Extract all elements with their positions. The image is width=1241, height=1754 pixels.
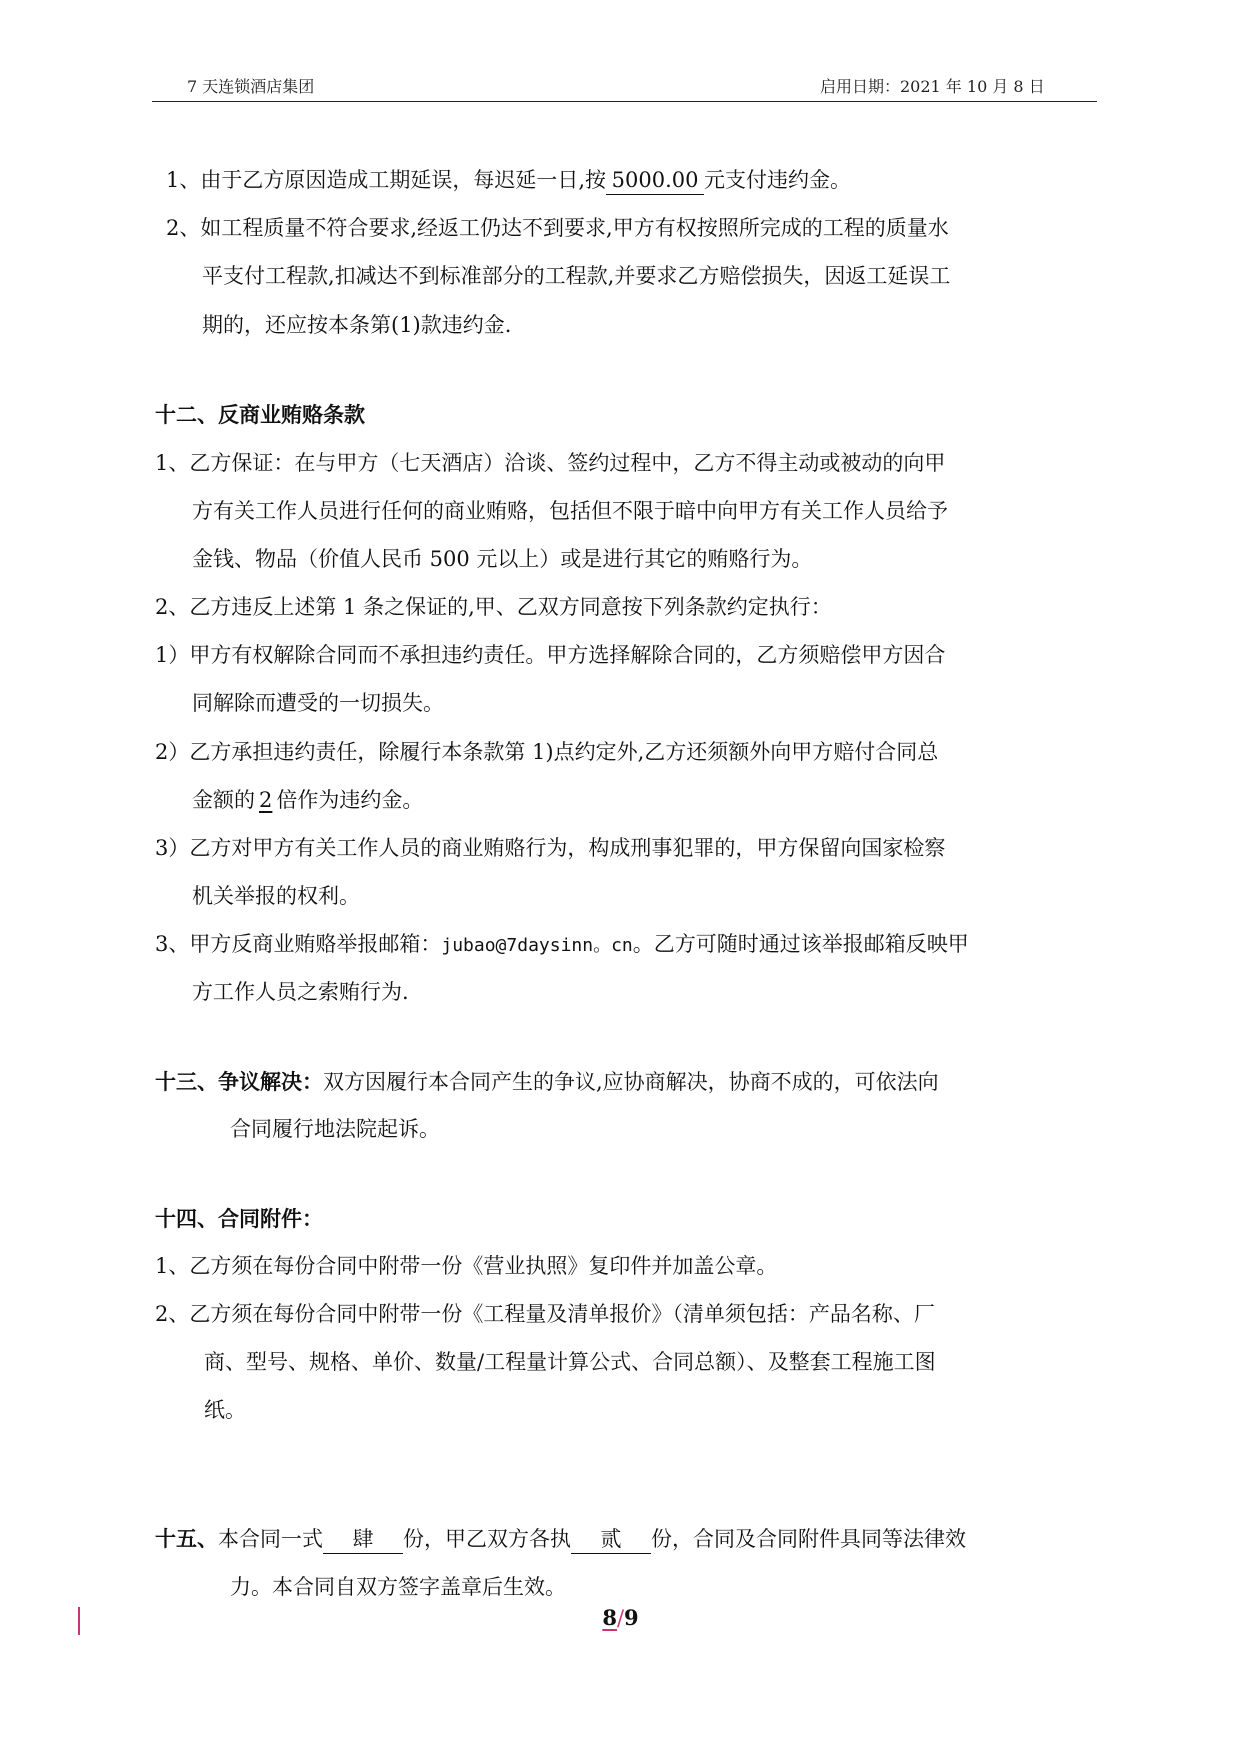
- clause-12-p2: 2、乙方违反上述第 1 条之保证的,甲、乙双方同意按下列条款约定执行：: [155, 595, 832, 619]
- page-current: 8: [602, 1605, 617, 1630]
- clause-11-item-2-line-1: 2、如工程质量不符合要求,经返工仍达不到要求,甲方有权按照所完成的工程的质量水: [166, 216, 949, 240]
- clause-12-p3-text: 3、甲方反商业贿赂举报邮箱：: [155, 932, 442, 956]
- clause-12-p2-3-line-1: 3）乙方对甲方有关工作人员的商业贿赂行为，构成刑事犯罪的，甲方保留向国家检察: [155, 836, 946, 860]
- clause-12-p3-line-2: 方工作人员之索贿行为.: [192, 980, 409, 1004]
- clause-12-p2-2-tail: 倍作为违约金。: [276, 788, 424, 812]
- clause-11-item-2-line-3: 期的，还应按本条第(1)款违约金.: [202, 313, 512, 337]
- penalty-amount: 5000.00: [606, 166, 704, 195]
- clause-14-p2-line-3: 纸。: [204, 1398, 246, 1422]
- section-12-title: [155, 394, 365, 436]
- section-14-title: [155, 1198, 323, 1240]
- clause-12-p3-line-1: [155, 924, 969, 966]
- clause-11-item-2-line-2: 平支付工程款,扣减达不到标准部分的工程款,并要求乙方赔偿损失，因返工延误工: [202, 264, 951, 288]
- page-separator: /: [616, 1606, 625, 1630]
- section-14-title-text: 十四、合同附件：: [155, 1206, 323, 1231]
- header-effective-date: 启用日期：2021 年 10 月 8 日: [820, 77, 1045, 96]
- section-13-text: 双方因履行本合同产生的争议,应协商解决，协商不成的，可依法向: [323, 1070, 939, 1094]
- clause-11-item-1: [166, 160, 851, 201]
- section-15-text-c: 份，合同及合同附件具同等法律效: [651, 1527, 966, 1551]
- clause-12-p1-line-1: 1、乙方保证：在与甲方（七天酒店）洽谈、签约过程中，乙方不得主动或被动的向甲: [155, 451, 946, 475]
- page-number: [0, 1605, 1241, 1630]
- section-13-title: 十三、争议解决：: [155, 1069, 323, 1094]
- clause-14-p2-line-2: 商、型号、规格、单价、数量/工程量计算公式、合同总额）、及整套工程施工图: [204, 1350, 936, 1374]
- section-12-title-text: 十二、反商业贿赂条款: [155, 402, 365, 427]
- copies-each: 贰: [571, 1525, 651, 1554]
- clause-14-p1: 1、乙方须在每份合同中附带一份《营业执照》复印件并加盖公章。: [155, 1254, 778, 1278]
- clause-11-item-1-tail: 元支付违约金。: [704, 168, 852, 192]
- clause-14-p2-line-1: 2、乙方须在每份合同中附带一份《工程量及清单报价》（清单须包括：产品名称、厂: [155, 1302, 935, 1326]
- clause-12-p2-2-line-1: 2）乙方承担违约责任，除履行本条款第 1)点约定外,乙方还须额外向甲方赔付合同总: [155, 740, 939, 764]
- clause-11-item-1-text: 1、由于乙方原因造成工期延误，每迟延一日,按: [166, 168, 607, 192]
- section-13-line-2: 合同履行地法院起诉。: [230, 1117, 440, 1141]
- clause-12-p3-tail: 。乙方可随时通过该举报邮箱反映甲: [632, 932, 969, 956]
- clause-12-p1-line-3: 金钱、物品（价值人民币 500 元以上）或是进行其它的贿赂行为。: [192, 547, 813, 571]
- page-total: 9: [624, 1605, 639, 1630]
- section-15-title: 十五、: [155, 1526, 218, 1551]
- header-divider: [152, 101, 1097, 102]
- report-email: jubao@7daysinn。cn: [441, 935, 633, 956]
- section-13-line-1: [155, 1061, 939, 1103]
- header-company: 7 天连锁酒店集团: [187, 77, 315, 96]
- penalty-multiple: 2: [259, 788, 273, 812]
- clause-12-p2-1-line-2: 同解除而遭受的一切损失。: [192, 691, 444, 715]
- clause-12-p2-2-text: 金额的: [192, 788, 255, 812]
- clause-12-p2-3-line-2: 机关举报的权利。: [192, 884, 360, 908]
- section-15-text-b: 份，甲乙双方各执: [403, 1527, 571, 1551]
- section-15-text-a: 本合同一式: [218, 1527, 323, 1551]
- clause-12-p2-1-line-1: 1）甲方有权解除合同而不承担违约责任。甲方选择解除合同的，乙方须赔偿甲方因合: [155, 643, 946, 667]
- clause-12-p1-line-2: 方有关工作人员进行任何的商业贿赂，包括但不限于暗中向甲方有关工作人员给予: [192, 499, 948, 523]
- copies-total: 肆: [323, 1525, 403, 1554]
- section-15-line-2: 力。本合同自双方签字盖章后生效。: [230, 1575, 566, 1599]
- clause-12-p2-2-line-2: [192, 780, 423, 821]
- section-15-line-1: [155, 1518, 966, 1560]
